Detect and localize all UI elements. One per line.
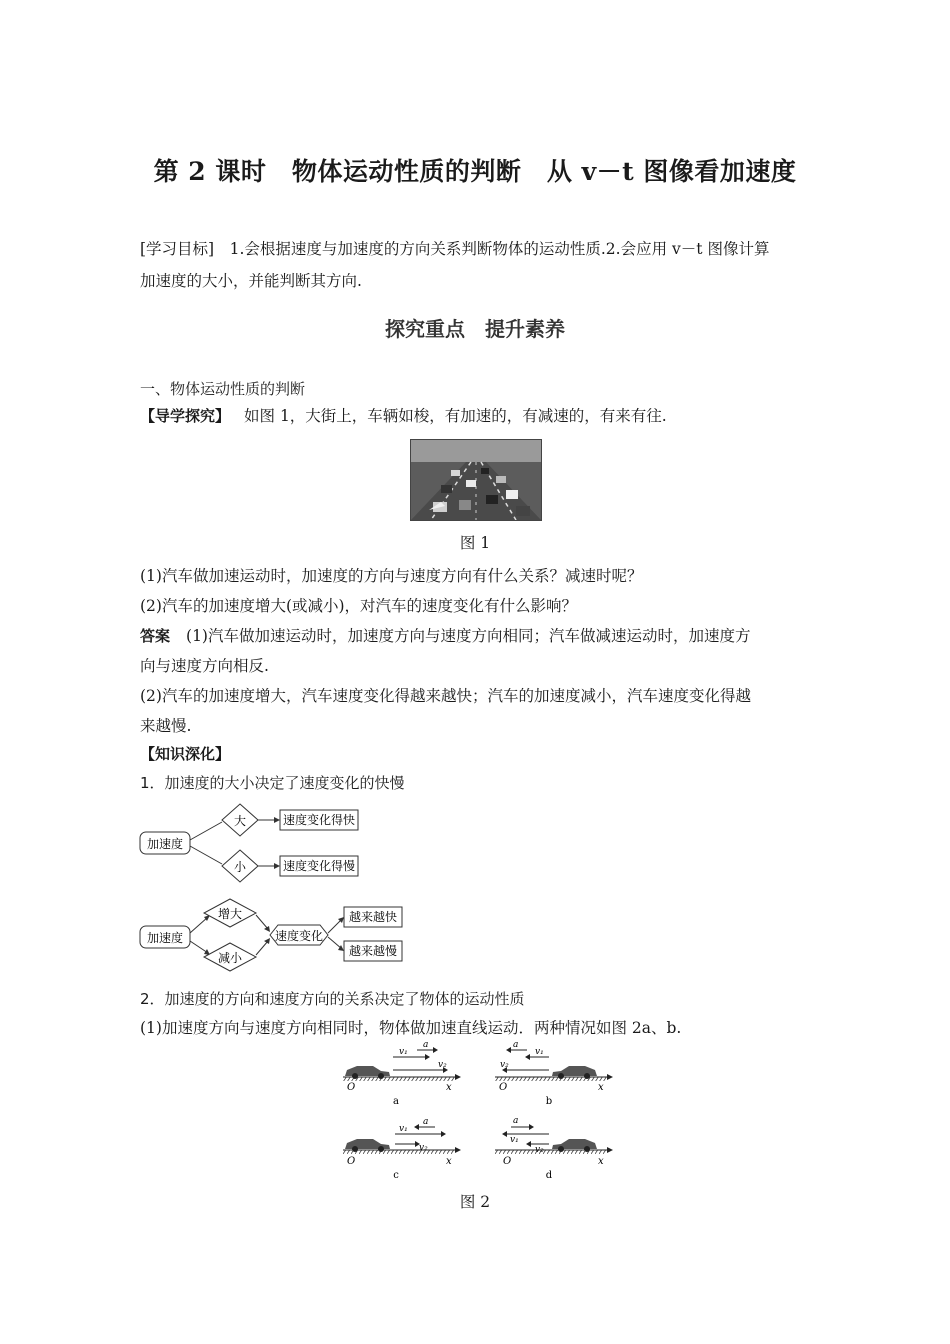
question-1: (1)汽车做加速运动时，加速度的方向与速度方向有什么关系？减速时呢？	[140, 567, 643, 585]
panel-a-v2: v₂	[438, 1060, 447, 1070]
diagram2-inc: 增大	[217, 907, 243, 921]
panel-c-v2: v₂	[419, 1143, 428, 1153]
answer-line4: 来越慢.	[140, 717, 192, 735]
traffic-photo	[410, 439, 542, 521]
knowledge-label: 【知识深化】	[140, 745, 231, 763]
section-title: 探究重点 提升素养	[385, 317, 565, 341]
panel-d-v2: v₂	[535, 1145, 544, 1155]
diagram2-faster: 越来越快	[348, 910, 398, 924]
panel-a	[343, 1040, 461, 1107]
point-2: 2．加速度的方向和速度方向的关系决定了物体的运动性质	[140, 990, 525, 1008]
figure-2-caption: 图 2	[459, 1193, 491, 1211]
panel-d-axis: x	[598, 1156, 604, 1167]
objectives-line1: [学习目标] 1.会根据速度与加速度的方向关系判断物体的运动性质.2.会应用 v－t 图像计算	[140, 240, 770, 258]
objectives-line2: 加速度的大小，并能判断其方向.	[140, 272, 362, 290]
figure-2-motion-panels	[335, 1040, 620, 1185]
guide-label: 【导学探究】	[140, 407, 231, 425]
panel-d-acc: a	[513, 1116, 519, 1126]
answer-line1	[140, 621, 812, 651]
diagram1-small: 小	[233, 860, 247, 874]
panel-d	[495, 1116, 613, 1181]
panel-b-v2: v₂	[500, 1060, 509, 1070]
point-1: 1．加速度的大小决定了速度变化的快慢	[140, 774, 405, 792]
guide-text: 如图 1，大街上，车辆如梭，有加速的，有减速的，有来有往.	[244, 407, 667, 425]
panel-c-acc: a	[423, 1117, 429, 1127]
panel-c-label: c	[393, 1170, 399, 1181]
panel-c	[343, 1117, 461, 1181]
panel-a-origin: O	[347, 1082, 356, 1093]
panel-b-axis: x	[598, 1082, 604, 1093]
diagram2-source: 加速度	[146, 931, 184, 945]
diagram2-dec: 减小	[217, 951, 243, 965]
panel-a-axis: x	[446, 1082, 452, 1093]
page-title: 第 2 课时 物体运动性质的判断 从 v－t 图像看加速度	[153, 157, 797, 186]
panel-d-origin: O	[503, 1156, 512, 1167]
figure-1-caption: 图 1	[459, 534, 491, 552]
diagram1-source: 加速度	[146, 837, 184, 851]
guide-paragraph	[140, 401, 812, 431]
panel-d-v1: v₁	[510, 1135, 519, 1145]
panel-b	[495, 1040, 613, 1107]
diagram-size-flow	[138, 800, 378, 885]
answer-label: 答案	[140, 627, 171, 645]
answer-line2: 向与速度方向相反.	[140, 657, 269, 675]
panel-b-v1: v₁	[535, 1047, 544, 1057]
diagram2-slower: 越来越慢	[348, 944, 398, 958]
panel-c-v1: v₁	[399, 1124, 408, 1134]
panel-d-label: d	[545, 1170, 553, 1181]
answer-line3: (2)汽车的加速度增大，汽车速度变化得越来越快；汽车的加速度减小，汽车速度变化得越	[140, 687, 751, 705]
question-2: (2)汽车的加速度增大(或减小)，对汽车的速度变化有什么影响？	[140, 597, 578, 615]
answer-text-1: (1)汽车做加速运动时，加速度方向与速度方向相同；汽车做减速运动时，加速度方	[186, 627, 751, 645]
panel-a-acc: a	[423, 1040, 429, 1050]
panel-b-label: b	[545, 1096, 553, 1107]
diagram1-slow: 速度变化得慢	[282, 859, 356, 873]
panel-c-axis: x	[446, 1156, 452, 1167]
diagram1-big: 大	[233, 814, 247, 828]
point-2-sub-1: (1)加速度方向与速度方向相同时，物体做加速直线运动．两种情况如图 2a、b.	[140, 1019, 682, 1037]
panel-a-v1: v₁	[399, 1047, 408, 1057]
panel-b-acc: a	[513, 1040, 519, 1050]
heading-1: 一、物体运动性质的判断	[140, 380, 306, 398]
panel-b-origin: O	[499, 1082, 508, 1093]
panel-c-origin: O	[347, 1156, 356, 1167]
traffic-photo-drawing	[411, 440, 541, 520]
diagram1-fast: 速度变化得快	[282, 813, 356, 827]
diagram-change-flow	[138, 893, 413, 975]
diagram2-mid: 速度变化	[274, 929, 324, 943]
panel-a-label: a	[393, 1096, 399, 1107]
